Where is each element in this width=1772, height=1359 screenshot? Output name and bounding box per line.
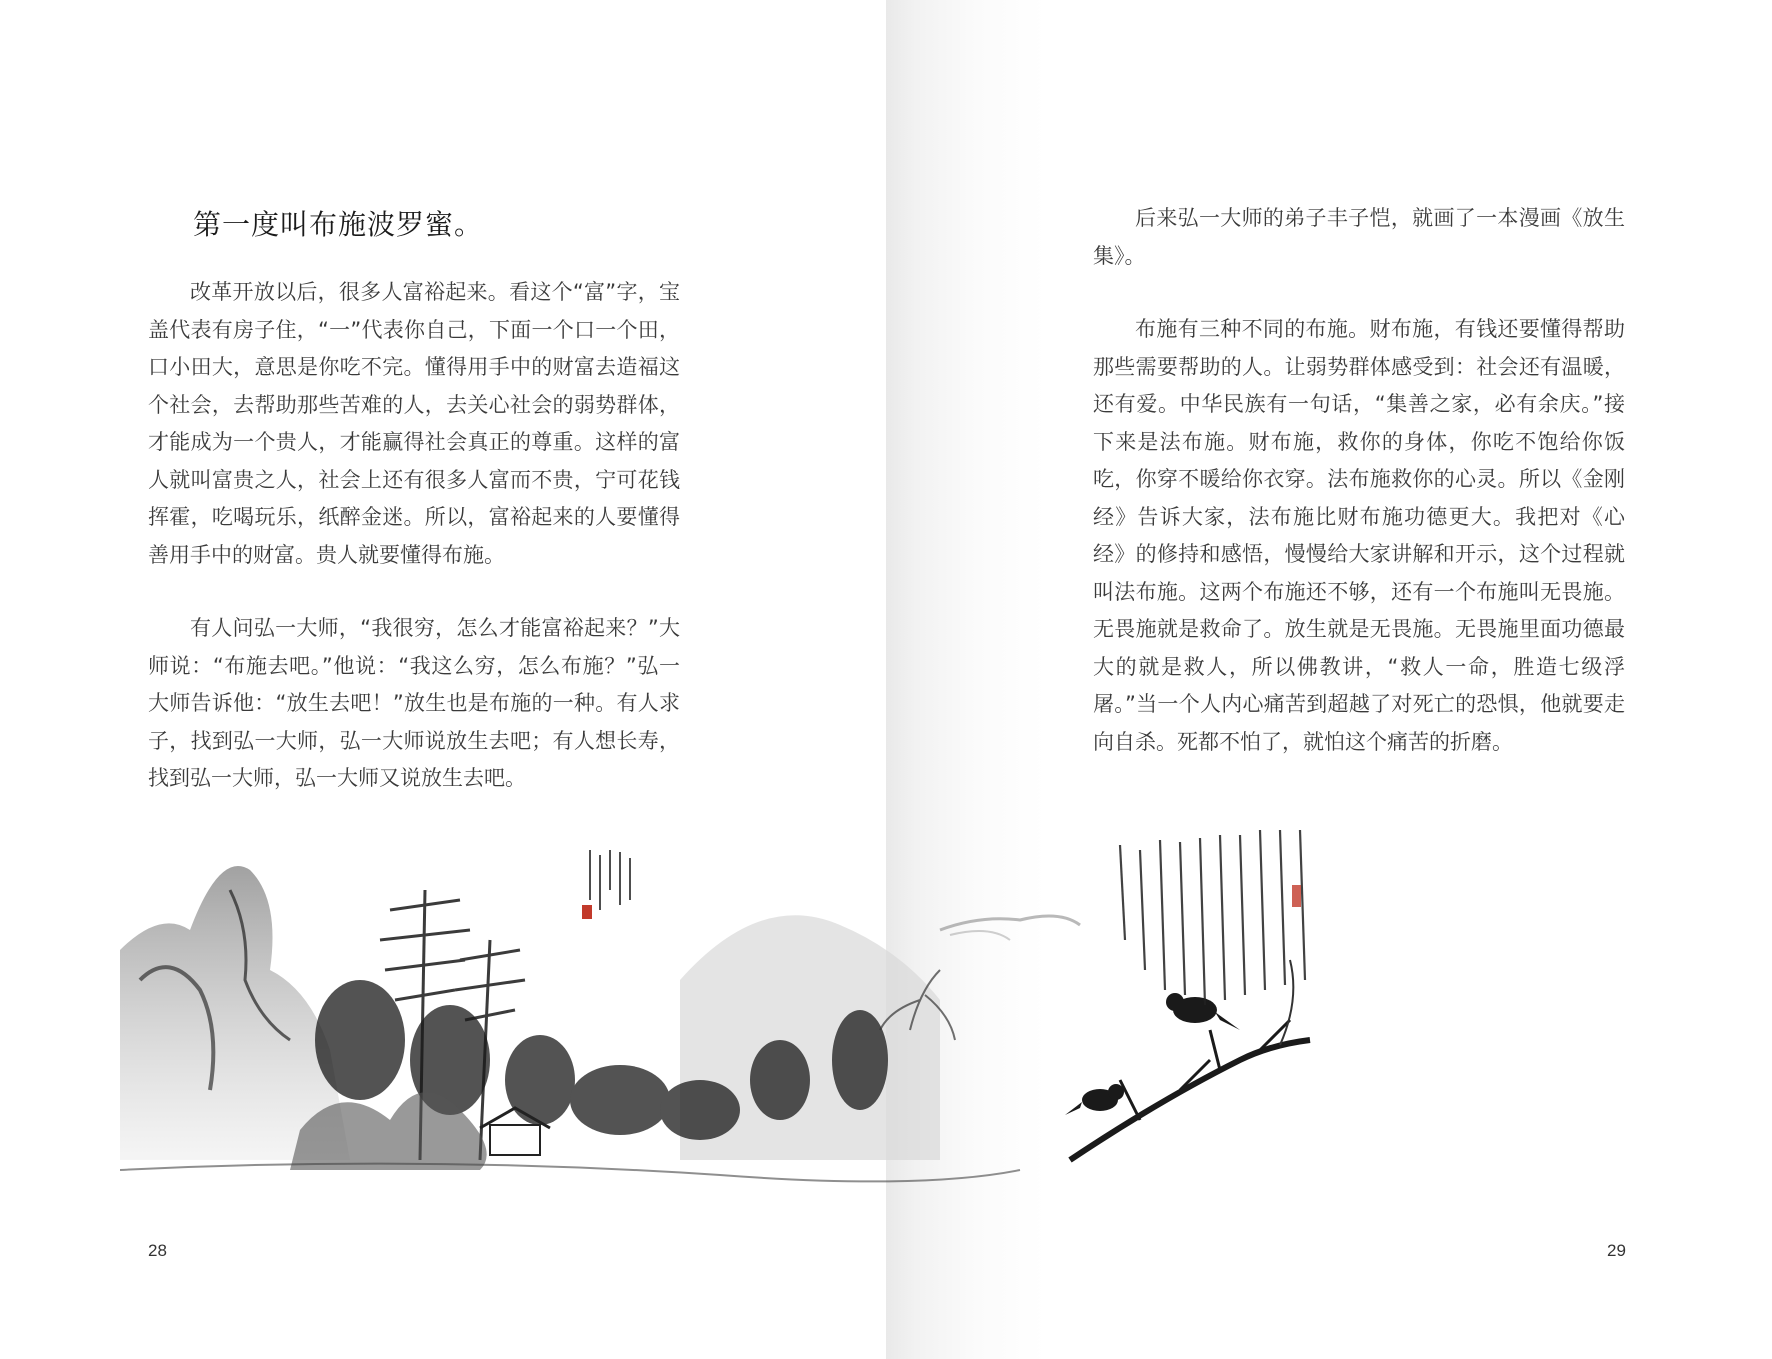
branch-twig <box>1280 960 1293 1045</box>
calligraphy-inscription-right <box>1120 830 1305 1005</box>
left-paragraph-1-text: 改革开放以后，很多人富裕起来。看这个“富”字，宝盖代表有房子住，“一”代表你自己，下面一个口一个田，口小田大，意思是你吃不完。懂得用手中的财富去造福这个社会，去帮助那些苦难的人，去关心社会的弱势群体，才能成为一个贵人，才能赢得社会真正的尊重。这样的富人就叫富贵之人，社会上还有很多人富而不贵，宁可花钱挥霍，吃喝玩乐，纸醉金迷。所以，富裕起来的人要懂得善用手中的财富。贵人就要懂得布施。 <box>148 280 680 567</box>
branch <box>1120 1020 1290 1120</box>
bird-icon <box>1065 1084 1124 1115</box>
ink-landscape-painting-icon <box>120 830 1500 1240</box>
right-paragraph-1 <box>1093 200 1625 275</box>
red-seal-icon <box>582 905 592 919</box>
distant-ridge <box>950 931 1010 940</box>
section-heading: 第一度叫布施波罗蜜。 <box>193 208 484 241</box>
calligraphy-inscription-left <box>590 850 630 910</box>
left-paragraph-2 <box>148 610 680 798</box>
red-seal-icon <box>1292 885 1301 907</box>
bird-icon <box>1166 993 1240 1030</box>
right-paragraph-1-text: 后来弘一大师的弟子丰子恺，就画了一本漫画《放生集》。 <box>1093 206 1625 268</box>
left-paragraph-1 <box>148 274 680 574</box>
right-page-number: 29 <box>1607 1241 1626 1260</box>
left-paragraph-2-text: 有人问弘一大师，“我很穷，怎么才能富裕起来？”大师说：“布施去吧。”他说：“我这么穷，怎么布施？”弘一大师告诉他：“放生去吧！”放生也是布施的一种。有人求子，找到弘一大师，弘一大师说放生去吧；有人想长寿，找到弘一大师，弘一大师又说放生去吧。 <box>148 616 680 790</box>
ground <box>120 1164 1020 1182</box>
distant-ridge <box>940 916 1080 930</box>
right-paragraph-2 <box>1093 311 1625 761</box>
right-paragraph-2-text: 布施有三种不同的布施。财布施，有钱还要懂得帮助那些需要帮助的人。让弱势群体感受到：社会还有温暖，还有爱。中华民族有一句话，“集善之家，必有余庆。”接下来是法布施。财布施，救你的身体，你吃不饱给你饭吃，你穿不暖给你衣穿。法布施救你的心灵。所以《金刚经》告诉大家，法布施比财布施功德更大。我把对《心经》的修持和感悟，慢慢给大家讲解和开示，这个过程就叫法布施。这两个布施还不够，还有一个布施叫无畏施。无畏施就是救命了。放生就是无畏施。无畏施里面功德最大的就是救人，所以佛教讲，“救人一命，胜造七级浮屠。”当一个人内心痛苦到超越了对死亡的恐惧，他就要走向自杀。死都不怕了，就怕这个痛苦的折磨。 <box>1093 317 1625 754</box>
hut <box>490 1125 540 1155</box>
left-page-number: 28 <box>148 1241 167 1260</box>
ink-landscape-svg <box>120 830 1500 1240</box>
